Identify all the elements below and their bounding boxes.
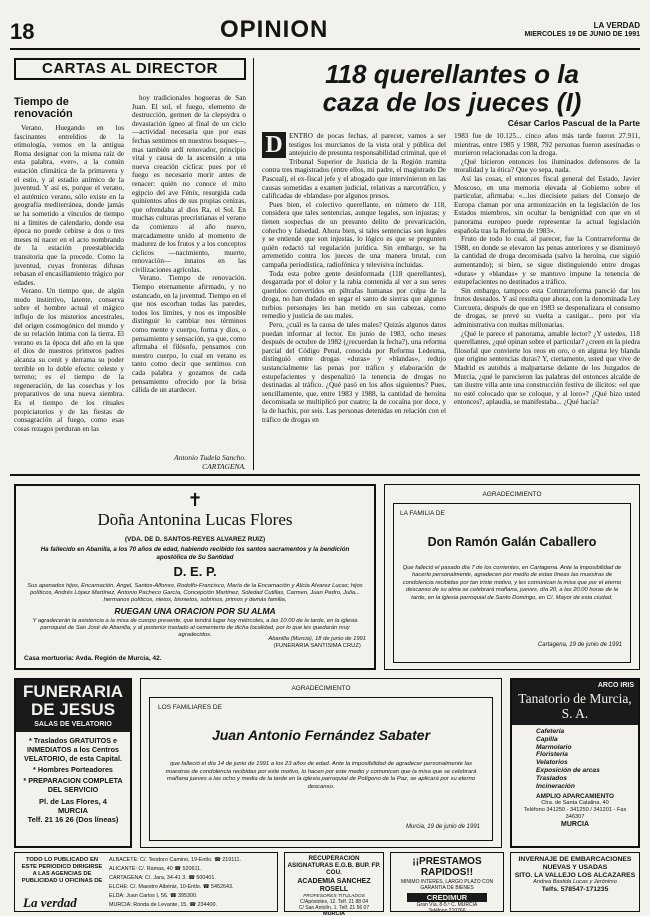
paper-name: LA VERDAD: [593, 21, 640, 30]
ad-funeraria-jesus: [14, 678, 132, 848]
masthead: [10, 6, 640, 46]
tanatorio-brand: ARCO IRIS: [512, 680, 638, 691]
column-paragraph: Sin embargo, tampoco esta Contrarreforma pareció dar los frutos deseados. Y así resulta que ahora, con la denominada Ley Corcuera, después de que en 1983 se despenalizara el consumo de drogas, se prevé su vuelta a castigar... pero por vía administrativa con multas millonarias.: [454, 286, 640, 330]
column-paragraph: Pero, ¿cuál es la causa de tales males? Quizás algunos datos puedan informar al lector. En junio de 1983, ocho meses después de octubre de 1982 (¿recuerdan la fecha?), una reforma parcial del Código Penal, conocida por Reforma Ledesma, distinguió entre drogas «duras» y «blandas», redujo sustancialmente las penas por tráfico y elaboración de estupefacientes y despenalizó la tenencia de drogas no destinadas al tráfico. ¿Qué pasó en los años siguientes? Pues, sencillamente, que, entre 1983 y 1988, la cantidad de heroína decomisada se multiplicó por cuatro; la de cocaína por doce, y la de hachís, por seis. Las personas detenidas en relación con el tráfico de drogas en: [262, 321, 446, 424]
page-number: 18: [10, 19, 35, 44]
letter-paragraph: Verano. Un tiempo que, de algún modo instintivo, latente, conserva sobre el hombre actual el mágico influjo de los misterios ancestrales, del origen cosmogónico del mundo y de su relación íntima con la tierra. El verano es la época del año en la que el dios de nuestros primeros padres alcanza su cenit y derrama su poder terrible en lo doble efecto: celeste y terreno; es el tiempo de la regeneración, de las cosechas y los preparativos de una nueva siembra. Es el tiempo de los rituales propiciatorios y de las fiestas de consagración al fuego, como esas cosas rezagos perduran en las: [14, 287, 124, 433]
laverdad-offices: ALBACETE: C/. Teodoro Camino, 19-Entlo. ☎ 219111. ALICANTE: C/. Ramas, 40 ☎ 520611. CARTAGENA: C/. Jara, 34-41 3. ☎ 500401. ELCHE: C/. Maestro Albéniz, 10-Entlo. ☎ 5452643. ELDA: Juan Carlos I, 56. ☎ 395300. MURCIA: Ronda de Levante, 15. ☎ 234400.: [109, 857, 241, 908]
column-text-2: [454, 132, 640, 470]
obit-notice: Y agradecerán la asistencia a la misa de cuerpo presente, que tendrá lugar hoy miércoles, a las 10.00 de la tarde, en la iglesia parroquial de San José de Abanilla, y al posterior traslado al cementerio de dicha localidad, por lo que les quedarán muy agradecidos.: [32, 618, 358, 638]
letter-signature: Antonio Tudela Sancho. CARTAGENA.: [174, 453, 246, 471]
obit-rip: D. E. P.: [173, 564, 217, 579]
letters-section-title: CARTAS AL DIRECTOR: [14, 58, 246, 80]
column-paragraph: ENTRO de pocas fechas, al parecer, vamos a ser testigos los murcianos de la vista oral y pública del antejuicio de presunta responsabilidad criminal, que el Tribunal Superior de Justicia de la Región tramita contra tres magistrados (entre ellos, mi padre, el magistrado De Pascual), el ex-fiscal jefe y el abogado que intervinieron en las causas sometidas a examen judicial, relativas a narcotráfico, y calificadas de «blandas» por algunos presos.: [262, 132, 446, 201]
column-paragraph: Fruto de todo lo cual, al parecer, fue la Contrarreforma de 1988, en donde se elevaron las penas anteriores y se disminuyó la cantidad de droga decomisada (salvo la heroína, cue siguió aumentando); si bien, se sigue distinguiendo entre drogas «duras» y «blandas» y se mantuvo impune la tenencia de estupefacientes no destinados a tráfico.: [454, 235, 640, 287]
obit-place-date: Abanilla (Murcia), 18 de junio de 1991 (FUNERARIA SANTISIMA CRUZ): [268, 636, 366, 649]
issue-date: MIERCOLES 19 DE JUNIO DE 1991: [524, 31, 640, 38]
section-title: OPINION: [220, 16, 329, 43]
thanks-name: Don Ramón Galán Caballero: [427, 535, 597, 549]
thanks2-header: AGRADECIMIENTO: [291, 685, 351, 692]
obituary-lucas-flores: [14, 484, 376, 670]
thanks-galan-caballero: [384, 484, 640, 670]
column-paragraph: Toda esta pobre gente desinformada (118 querellantes), desgarrada por el dolor y la rabia contenida al ver a sus seres queridos convertidos en piltrafas humanas por culpa de la droga, no han dudado en segar el santo de sierras que algunos turbios personajes les han metido en sus cabezas, como remedio y justicia de sus males.: [262, 269, 446, 321]
thanks2-date: Murcia, 19 de junio de 1991: [405, 824, 480, 830]
funeraria-title: FUNERARIA DE JESUS SALAS DE VELATORIO: [16, 680, 130, 732]
thanks-date: Cartagena, 19 de junio de 1991: [537, 642, 622, 648]
ad-prestamos: ¡¡PRESTAMOS RAPIDOS!! MINIMO INTERES, LARGO PLAZO CON GARANTIA DE BIENES CREDIMUR Gran Vía, 8-5.º C. MURCIA Teléfono 210766: [390, 852, 504, 912]
section-rule: [10, 474, 640, 476]
funeraria-services: * Traslados GRATUITOS e INMEDIATOS a los Centros VELATORIO, de esta Capital. * Hombres Porteadores * PREPARACION COMPLETA DEL SERVICIO: [23, 736, 123, 794]
obit-house: Casa mortuoria: Avda. Región de Murcia, 42.: [24, 655, 162, 662]
column-paragraph: Así las cosas, el entonces fiscal general del Estado, Javier Moscoso, en una memoria elevada al Gobierno sobre el particular, afirmaba: «...los diecisiete países del Consejo de Europa claman por una armonización en la legislación de los Estados miembros, sin ocultar la benignidad con que en el panorama europeo puede representar la actual legislación española tras la Reforma de 1983».: [454, 174, 640, 235]
column-divider: [253, 58, 254, 470]
column-paragraph: 1983 fue de 10.125... cinco años más tarde fueron 27.911, mientras, entre 1985 y 1988, 792 personas fueron asesinadas o murieron relacionadas con la droga.: [454, 132, 640, 158]
ad-tanatorio-murcia: [510, 678, 640, 848]
drop-cap: D: [262, 132, 286, 158]
letter-paragraph: Verano. Tiempo de renovación. Tiempo eternamente afirmado, y no estancado, en la juventud. Tiempo en el que nos escorban todas las paredes, todos los límites, y nos es imposible distinguir lo cambiar nos términos como mente y cuerpo, forma y dios, o pensamiento y sensación, ya que, como afirmaba el filósofo, pensamos con nuestro cuerpo, lo cual en verano es tanto como decir que sentimos con cada palabra y gozamos de cada pensamiento ofrecido por la brisa cálida de un atardecer.: [132, 274, 246, 395]
column-paragraph: ¿Qué le parece el panorama, amable lector? ¿Y ustedes, 118 querellantes, ¿qué opinan sobre el particular? ¿creen en la piedra filosofal que convierte los reos en oro, o en alguna ley blanda que origine sentencias duras? Y, ciertamente, usted que vive de Madrid es autobús a malpartarse delante de los Juzgados de Murcia, ¿qué le parecieron las palabras del entonces alcalde de tan ilustre villa ante una construcción festiva de ilícitos: «el que no esté colocado que se coloque, y al loro»? ¿Qué hizo usted entonces?, aplaudía, se manifestaba... ¿Qué hacía?: [454, 329, 640, 407]
tanatorio-services: Cafetería Capilla Marmolario Floristería Velatorios Exposición de arcas Traslados Incineración: [536, 728, 600, 790]
laverdad-text: TODO LO PUBLICADO EN ESTE PERIODICO DIRIGIRSE A LAS AGENCIAS DE PUBLICIDAD U OFICINAS DE: [21, 857, 103, 884]
header-rule: [10, 48, 640, 50]
thanks-fernandez-sabater: [140, 678, 502, 848]
tanatorio-contact: AMPLIO APARCAMIENTO Ctra. de Santa Catalina, 40 Teléfono 341250 - 341250 / 341201 - Fax 346307 MURCIA: [523, 793, 627, 829]
obit-subtitle: (VDA. DE D. SANTOS-REYES ALVAREZ RUIZ): [124, 536, 266, 543]
thanks-family: LA FAMILIA DE: [400, 510, 445, 517]
column-paragraph: ¿Qué hicieron entonces los iluminados defensores de la moralidad y la ética? Que yo sepa, nada.: [454, 157, 640, 175]
letter-title: Tiempo de renovación: [14, 96, 73, 120]
column-text-1: [262, 132, 446, 470]
thanks2-family: LOS FAMILIARES DE: [158, 704, 222, 711]
thanks-text: Que falleció el pasado día 7 de los corrientes, en Cartagena. Ante la imposibilidad de hacerlo personalmente, agradecen por medio de estas líneas las muestras de condolencia recibidas por tan triste motivo, y les comunican la misa que por el eterno descanso de su alma se celebrará mañana, jueves, día 20, a las 20.00 horas de la tarde, en la iglesia parroquial de Santo Domingo, en C/. Mayor de esta ciudad.: [402, 565, 622, 601]
letter-paragraph: hoy tradicionales hogueras de San Juan. El sol, el fuego, elemento de destrucción, germen de la clepsydra o devastación ígneo al final de un ciclo —actividad necesaria que por esas fechas sentimos en nuestros bosques—, mas también ardí renovador, principio vital y causa de la ascensión a una nueva creación cíclica: pues por el fuego es necesario morir antes de renacer: quién no conoce el mito egipcio del ave Fénix, resurgida cada quinientos años de sus propias cenizas, que ofrendaba al dios Ra, el Sol. En muchas culturas precristianas el verano da comienzo al año nuevo, marcadamente unido al momento de madurez de los frutos y a los conceptos cíclicos —nacimiento, muerte, renovación— innatos en las civilizaciones agrícolas.: [132, 94, 246, 274]
ad-embarcaciones: INVERNAJE DE EMBARCACIONES NUEVAS Y USADAS SITO. LA VALLEJO LOS ALCAZARES Andrea Bastida Lucas y Jerónimo Telfs. 578547-171235: [510, 852, 640, 912]
column-headline: 118 querellantes o la caza de los jueces (I): [322, 59, 582, 117]
tanatorio-title: Tanatorio de Murcia, S. A.: [512, 691, 638, 725]
letters-column-2: [132, 94, 246, 454]
thanks2-name: Juan Antonio Fernández Sabater: [211, 727, 431, 743]
obit-name: Doña Antonina Lucas Flores: [97, 510, 293, 529]
column-paragraph: Pues bien, el colectivo querellante, en número de 118, considera que tales sentencias, aunque legales, son injustas; y tienen sospechas de un presunto delito de prevaricación, cohecho y falsedad. Ahora bien, si tales sentencias son legales y se entiende que son injustas, lo lógico es que se pregunten quién redactó tal regulación jurídica. Sin embargo, se ha arremetido contra los jueces de una manera brutal, con campaña periodística, radiofónica y televisiva incluidas.: [262, 200, 446, 269]
funeraria-address: Pl. de Las Flores, 4 MURCIA Telf. 21 16 26 (Dos líneas): [27, 797, 119, 824]
thanks2-text: que falleció el día 14 de junio de 1991 a los 23 años de edad. Ante la imposibilidad de agradecer personalmente las muestras de condolencia recibidas por este motivo, lo hacen por este medio y comunican que la misa que se celebrará mañana jueves a las ocho y media de la tarde en la iglesia parroquial de Polígono de la Paz, se aplicará por su eterno descanso.: [165, 761, 477, 790]
laverdad-logo: La verdad: [23, 895, 77, 910]
cross-icon: ✝: [187, 490, 203, 510]
obit-family: Sus apenados hijos, Encarnación, Angel, Santos-Alfonso, Rodolfo-Francisco, María de la Encarnación y Alicia Alvarez Lucas; hijos políticos, Andrés López Martínez, Antonio Pacheco García, Concepción Martínez, Soledad Cutillas, Carmen, Juan Pedro, Julia... hermanos políticos, nietos, bisnietos, sobrinos, primos y demás familia,: [27, 583, 363, 603]
ad-academia: RECUPERACION ASIGNATURAS E.G.B. BUP. FP. COU. ACADEMIA SANCHEZ ROSELL PROFESORES TITULADOS C/Apóstoles, 12. Telf. 21 88 04 C/ San Antolín, 1. Telf. 21 56 07 MURCIA: [284, 852, 384, 912]
obit-died: Ha fallecido en Abanilla, a los 70 años de edad, habiendo recibido los santos sacramentos y la bendición apostólica de Su Santidad: [40, 546, 350, 561]
obit-pray: RUEGAN UNA ORACION POR SU ALMA: [114, 606, 276, 616]
letter-paragraph: Verano. Huegando en los fascinantes entreldios de la etimología, vemos en la antigua Roma designar con la misma raíz de esta palabra, «ver», a la común estación climática de la primavera y el estío, y al estadio anímico de la juventud. Y así es, porque el verano, el auténtico verano, sólo existe en la geografía mediterránea, donde jamás se ha sometido a vínculos de tiempo ni a límites de calendario, donde esa época no puede cebirse a dos o tres meses ni nacer en el acto nombrando de la estación preestablecida transitoria que la precede. Como la juventud, cuyas fronteras difusas rebasan el encasillamiento trágico por edades.: [14, 124, 124, 287]
column-author: César Carlos Pascual de la Parte: [507, 118, 640, 128]
letters-column-1: [14, 124, 124, 466]
thanks-header: AGRADECIMIENTO: [482, 491, 542, 498]
ad-la-verdad: [14, 852, 278, 912]
